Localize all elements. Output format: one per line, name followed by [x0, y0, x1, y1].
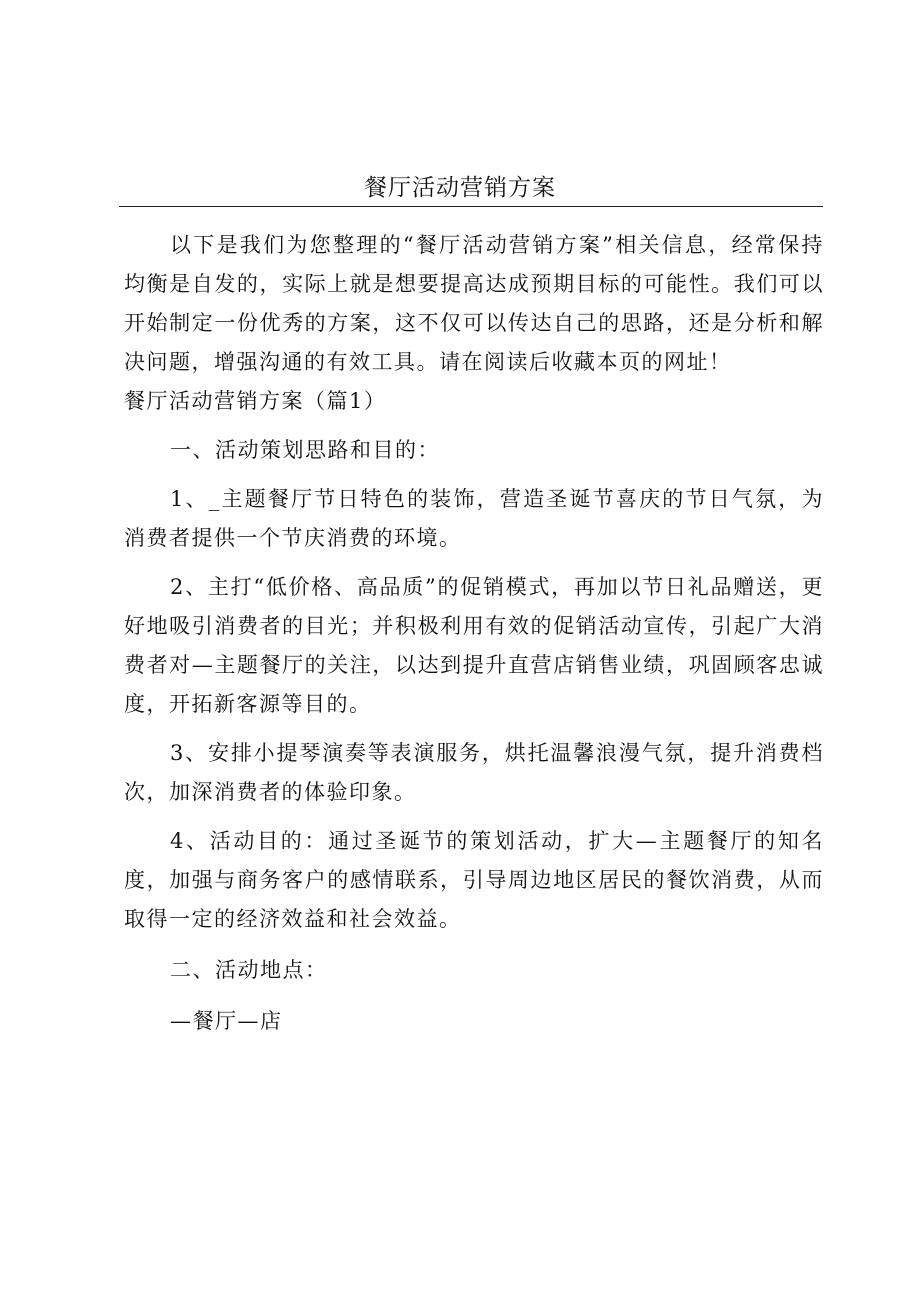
- list-item-3: 3、安排小提琴演奏等表演服务，烘托温馨浪漫气氛，提升消费档次，加深消费者的体验印象。: [124, 741, 824, 804]
- section-heading-2: 二、活动地点：: [170, 958, 328, 982]
- document-body: [124, 226, 824, 1041]
- section-heading-1: 一、活动策划思路和目的：: [170, 438, 440, 462]
- title-underline: [119, 206, 823, 207]
- list-item-4: 4、活动目的：通过圣诞节的策划活动，扩大—主题餐厅的知名度，加强与商务客户的感情联系，引导周边地区居民的餐饮消费，从而取得一定的经济效益和社会效益。: [124, 829, 824, 931]
- intro-paragraph: 以下是我们为您整理的“餐厅活动营销方案”相关信息，经常保持均衡是自发的，实际上就是想要提高达成预期目标的可能性。我们可以开始制定一份优秀的方案，这不仅可以传达自己的思路，还是分析和解决问题，增强沟通的有效工具。请在阅读后收藏本页的网址！: [124, 233, 824, 374]
- section-subtitle: 餐厅活动营销方案（篇1）: [124, 389, 387, 413]
- list-item-2: 2、主打“低价格、高品质”的促销模式，再加以节日礼品赠送，更好地吸引消费者的目光；并积极利用有效的促销活动宣传，引起广大消费者对—主题餐厅的关注，以达到提升直营店销售业绩，巩固顾客忠诚度，开拓新客源等目的。: [124, 575, 824, 716]
- document-title: 餐厅活动营销方案: [364, 175, 556, 201]
- location-text: —餐厅—店: [170, 1009, 283, 1033]
- list-item-1: 1、_主题餐厅节日特色的装饰，营造圣诞节喜庆的节日气氛，为消费者提供一个节庆消费的环境。: [124, 487, 824, 550]
